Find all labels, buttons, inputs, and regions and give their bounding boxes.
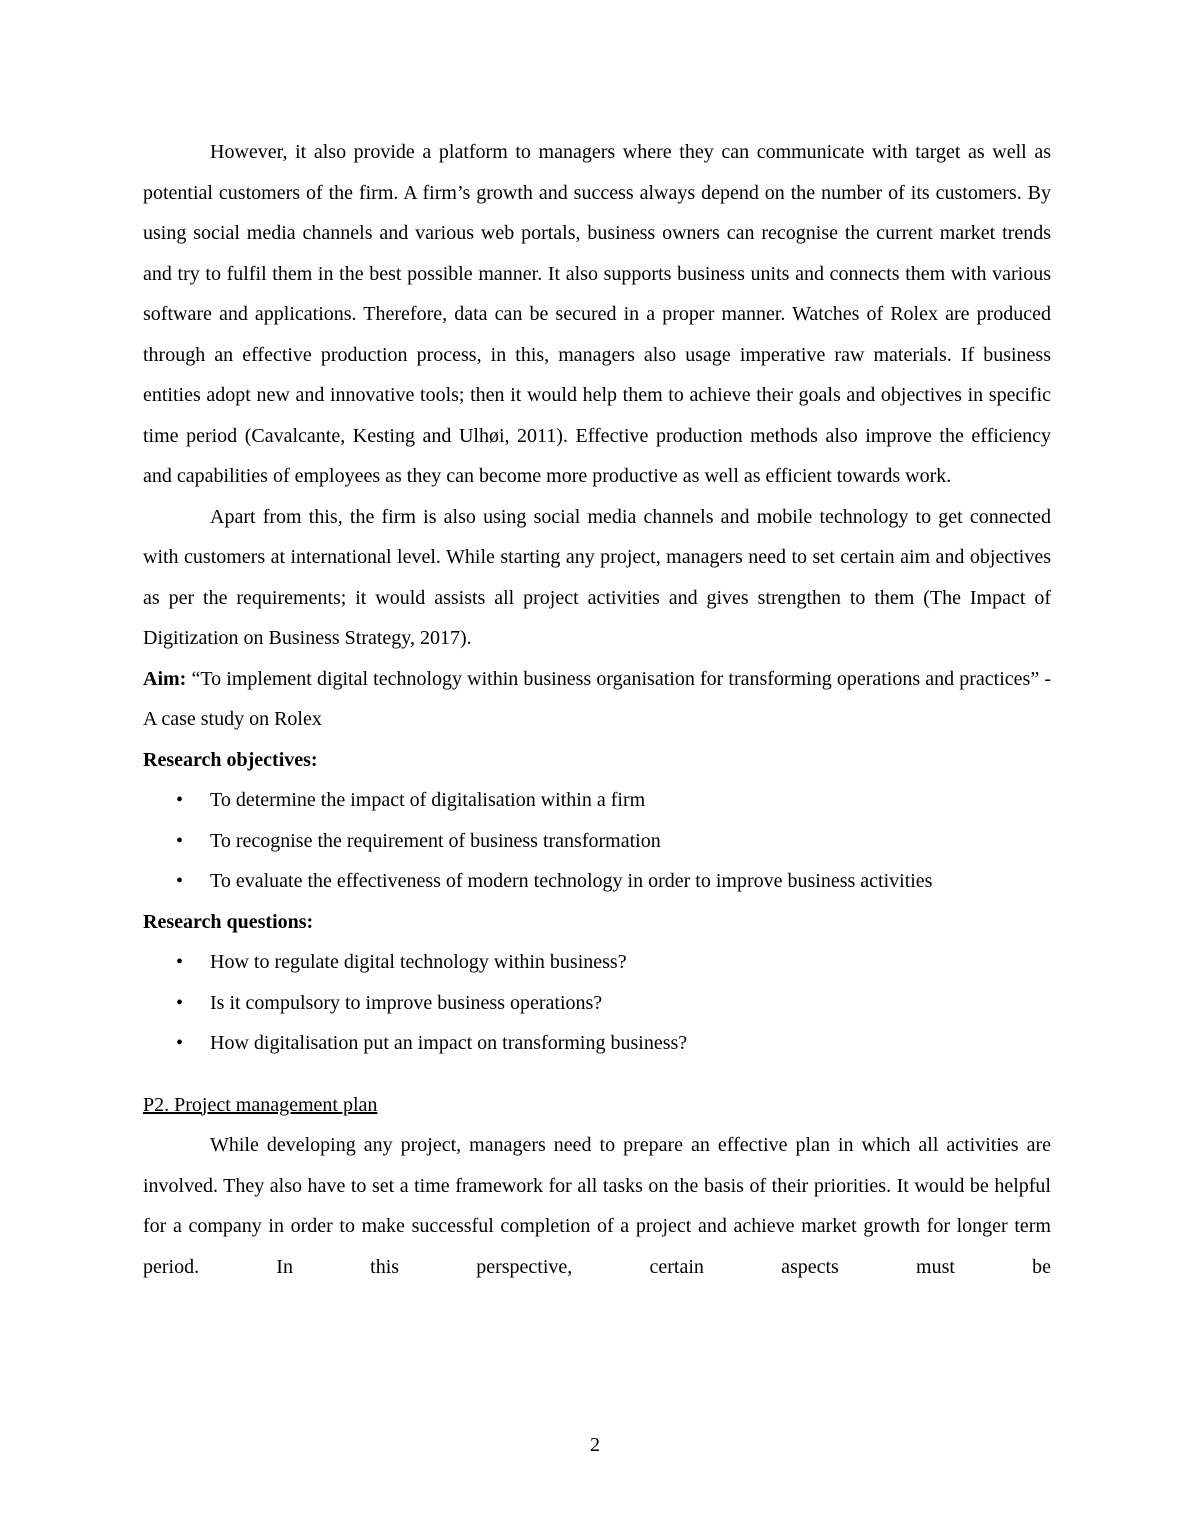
section-heading	[143, 1085, 1051, 1126]
paragraph-project-plan: While developing any project, managers need to prepare an effective plan in which all activities are involved. They also have to set a time framework for all tasks on the basis of their priorities. It would be helpful for a company in order to make successful completion of a project and achieve market growth for longer term period. In this perspective, certain aspects must be	[143, 1134, 1051, 1278]
page-content	[143, 132, 1051, 1287]
list-item-text: To determine the impact of digitalisation within a firm	[210, 789, 646, 811]
list-item	[143, 942, 1051, 983]
bullet-icon: •	[176, 870, 184, 892]
questions-heading: Research questions:	[143, 910, 314, 933]
bullet-icon: •	[176, 1032, 184, 1054]
paragraph-intro: However, it also provide a platform to managers where they can communicate with target as well as potential customers of the firm. A firm’s growth and success always depend on the number of its customers. By using social media channels and various web portals, business owners can recognise the current market trends and try to fulfil them in the best possible manner. It also supports business units and connects them with various software and applications. Therefore, data can be secured in a proper manner. Watches of Rolex are produced through an effective production process, in this, managers also usage imperative raw materials. If business entities adopt new and innovative tools; then it would help them to achieve their goals and objectives in specific time period (Cavalcante, Kesting and Ulhøi, 2011). Effective production methods also improve the efficiency and capabilities of employees as they can become more productive as well as efficient towards work.	[143, 141, 1051, 487]
aim-label: Aim:	[143, 667, 187, 690]
section-heading-text: P2. Project management plan	[143, 1093, 378, 1116]
list-item-text: How digitalisation put an impact on transforming business?	[210, 1032, 688, 1054]
bullet-icon: •	[176, 991, 184, 1014]
bullet-icon: •	[176, 829, 184, 852]
bullet-icon: •	[176, 951, 184, 973]
questions-list	[143, 942, 1051, 1064]
list-item-text: How to regulate digital technology within business?	[210, 951, 627, 973]
aim-text: “To implement digital technology within business organisation for transforming operations and practices” - A case study on Rolex	[143, 667, 1051, 730]
objectives-heading: Research objectives:	[143, 748, 318, 771]
list-item	[143, 780, 1051, 821]
list-item-text: To evaluate the effectiveness of modern technology in order to improve business activities	[210, 870, 933, 892]
list-item	[143, 1023, 1051, 1064]
list-item-text: To recognise the requirement of business transformation	[210, 829, 661, 852]
objectives-list	[143, 780, 1051, 902]
list-item	[143, 983, 1051, 1024]
aim-line	[143, 659, 1051, 740]
paragraph-social-media: Apart from this, the firm is also using social media channels and mobile technology to get connected with customers at international level. While starting any project, managers need to set certain aim and objectives as per the requirements; it would assists all project activities and gives strengthen to them (The Impact of Digitization on Business Strategy, 2017).	[143, 505, 1051, 649]
list-item-text: Is it compulsory to improve business operations?	[210, 991, 603, 1014]
bullet-icon: •	[176, 789, 184, 811]
list-item	[143, 821, 1051, 862]
page-number: 2	[590, 1434, 600, 1456]
list-item	[143, 861, 1051, 902]
